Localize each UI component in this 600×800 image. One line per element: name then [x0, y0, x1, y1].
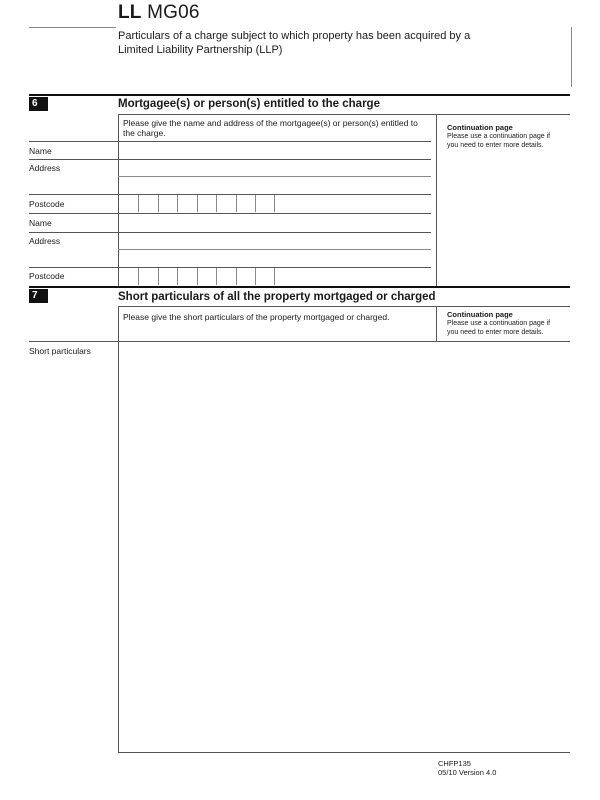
entry2-postcode-box-divider — [158, 268, 159, 285]
form-prefix: LL — [118, 2, 142, 23]
section6-number: 6 — [29, 97, 48, 111]
entry1-postcode-box-divider — [177, 195, 178, 212]
entry2-postcode-box-divider — [177, 268, 178, 285]
entry1-address-label: Address — [29, 163, 61, 173]
section6-title-underline — [118, 114, 570, 115]
header-left-rule — [29, 27, 116, 28]
section6-instruction — [123, 118, 423, 138]
entry2-postcode-box-divider — [274, 268, 275, 285]
section7-number: 7 — [29, 289, 48, 303]
form-title-line1: Particulars of a charge subject to which property has been acquired by a — [118, 30, 471, 42]
section7-continuation-divider — [436, 306, 437, 341]
entry1-postcode-box-divider — [255, 195, 256, 212]
section6-continuation-line2: you need to enter more details. — [447, 142, 544, 149]
section7-continuation-line2: you need to enter more details. — [447, 329, 544, 336]
footer — [438, 759, 496, 777]
section7-top-rule — [29, 286, 570, 288]
entry1-address-line — [118, 176, 431, 177]
section6-continuation-title: Continuation page — [447, 123, 513, 132]
section6-continuation-text — [447, 132, 565, 150]
section6-instruction-line2: the charge. — [123, 128, 166, 138]
section7-continuation-line1: Please use a continuation page if — [447, 320, 551, 327]
header-right-border — [571, 27, 572, 87]
entry1-postcode-box-divider — [138, 195, 139, 212]
form-title-line2: Limited Liability Partnership (LLP) — [118, 44, 283, 56]
form-title — [118, 29, 498, 57]
section6-instruction-line1: Please give the name and address of the mortgagee(s) or person(s) entitled to — [123, 118, 418, 128]
entry2-name-label: Name — [29, 218, 52, 228]
entry2-postcode-label: Postcode — [29, 271, 65, 281]
short-particulars-label: Short particulars — [29, 346, 91, 356]
footer-code: CHFP135 — [438, 759, 471, 768]
section6-continuation-line1: Please use a continuation page if — [447, 133, 551, 140]
entry1-name-field[interactable] — [119, 142, 431, 159]
section7-title: Short particulars of all the property mortgaged or charged — [118, 291, 436, 303]
short-particulars-bottom-rule — [118, 752, 570, 753]
entry2-name-field[interactable] — [119, 214, 431, 231]
section6-continuation-divider — [436, 114, 437, 286]
form-number: MG06 — [147, 2, 200, 23]
section6-top-rule — [29, 94, 570, 96]
footer-version: 05/10 Version 4.0 — [438, 768, 497, 777]
entry1-postcode-box-divider — [197, 195, 198, 212]
entry1-postcode-box-divider — [274, 195, 275, 212]
entry1-postcode-box-divider — [236, 195, 237, 212]
entry2-postcode-box-divider — [138, 268, 139, 285]
entry2-address-label: Address — [29, 236, 61, 246]
entry1-address-field[interactable] — [119, 160, 431, 194]
entry2-postcode-box-divider — [236, 268, 237, 285]
form-code — [118, 2, 200, 24]
entry1-name-label: Name — [29, 146, 52, 156]
section6-title: Mortgagee(s) or person(s) entitled to the charge — [118, 98, 380, 110]
entry2-postcode-box-divider — [197, 268, 198, 285]
entry1-name-label-rule — [29, 141, 118, 142]
section7-continuation-title: Continuation page — [447, 310, 513, 319]
entry2-postcode-box-divider — [216, 268, 217, 285]
entry1-postcode-box-divider — [158, 195, 159, 212]
short-particulars-field[interactable] — [119, 342, 570, 752]
entry1-postcode-label: Postcode — [29, 199, 65, 209]
entry2-address-field[interactable] — [119, 233, 431, 267]
entry2-postcode-box-divider — [255, 268, 256, 285]
entry2-address-line — [118, 249, 431, 250]
section7-title-underline — [118, 306, 570, 307]
section7-instruction: Please give the short particulars of the property mortgaged or charged. — [123, 312, 390, 322]
entry1-postcode-box-divider — [216, 195, 217, 212]
section7-continuation-text — [447, 319, 565, 337]
